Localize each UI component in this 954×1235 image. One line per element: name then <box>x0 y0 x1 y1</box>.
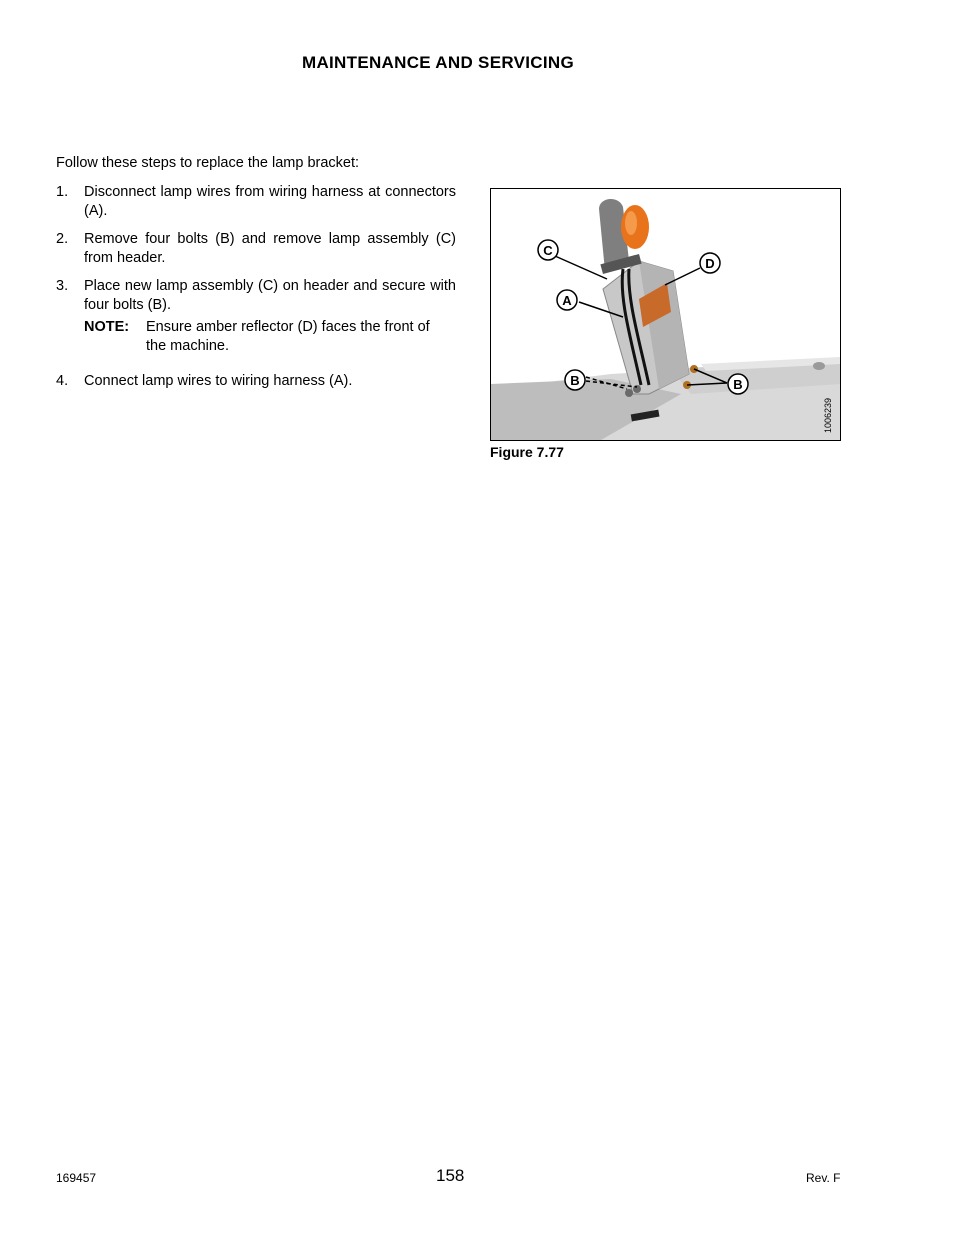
callout-b <box>565 370 585 390</box>
svg-text:D: D <box>705 256 715 271</box>
revision: Rev. F <box>806 1171 841 1185</box>
doc-number: 169457 <box>56 1171 97 1185</box>
bolt-head <box>813 362 825 370</box>
svg-text:C: C <box>543 243 553 258</box>
step-text: Disconnect lamp wires from wiring harness at connectors (A). <box>84 184 456 219</box>
lamp-bracket-illustration <box>491 189 840 440</box>
bolt-b <box>633 385 641 393</box>
svg-text:B: B <box>733 377 743 392</box>
svg-text:A: A <box>562 293 572 308</box>
figure-caption: Figure 7.77 <box>490 444 564 460</box>
lens-highlight <box>625 211 637 235</box>
lamp-bracket-figure <box>490 188 841 441</box>
svg-text:B: B <box>570 373 580 388</box>
step-text: Remove four bolts (B) and remove lamp assembly (C) from header. <box>84 231 456 266</box>
step-4 <box>56 372 456 391</box>
bolt-b <box>625 389 633 397</box>
step-text: Connect lamp wires to wiring harness (A). <box>84 373 353 389</box>
image-id: 1006239 <box>823 397 833 433</box>
note-text: Ensure amber reflector (D) faces the front of the machine. <box>146 319 430 354</box>
note <box>84 318 456 356</box>
page-number: 158 <box>436 1166 465 1185</box>
callout-b-right <box>728 374 748 394</box>
note-label: NOTE: <box>84 319 130 335</box>
step-1 <box>56 183 456 221</box>
step-text: Place new lamp assembly (C) on header and secure with four bolts (B). <box>84 278 456 313</box>
intro-text: Follow these steps to replace the lamp bracket: <box>56 155 360 171</box>
step-number: 3. <box>56 278 69 294</box>
step-list <box>56 183 456 400</box>
step-number: 2. <box>56 231 69 247</box>
callout-d <box>700 253 720 273</box>
section-header: MAINTENANCE AND SERVICING <box>302 53 574 72</box>
leader-line-c <box>555 256 607 279</box>
step-2 <box>56 230 456 268</box>
step-3 <box>56 277 456 315</box>
step-number: 1. <box>56 184 69 200</box>
callout-a <box>557 290 577 310</box>
callout-c <box>538 240 558 260</box>
step-number: 4. <box>56 373 69 389</box>
